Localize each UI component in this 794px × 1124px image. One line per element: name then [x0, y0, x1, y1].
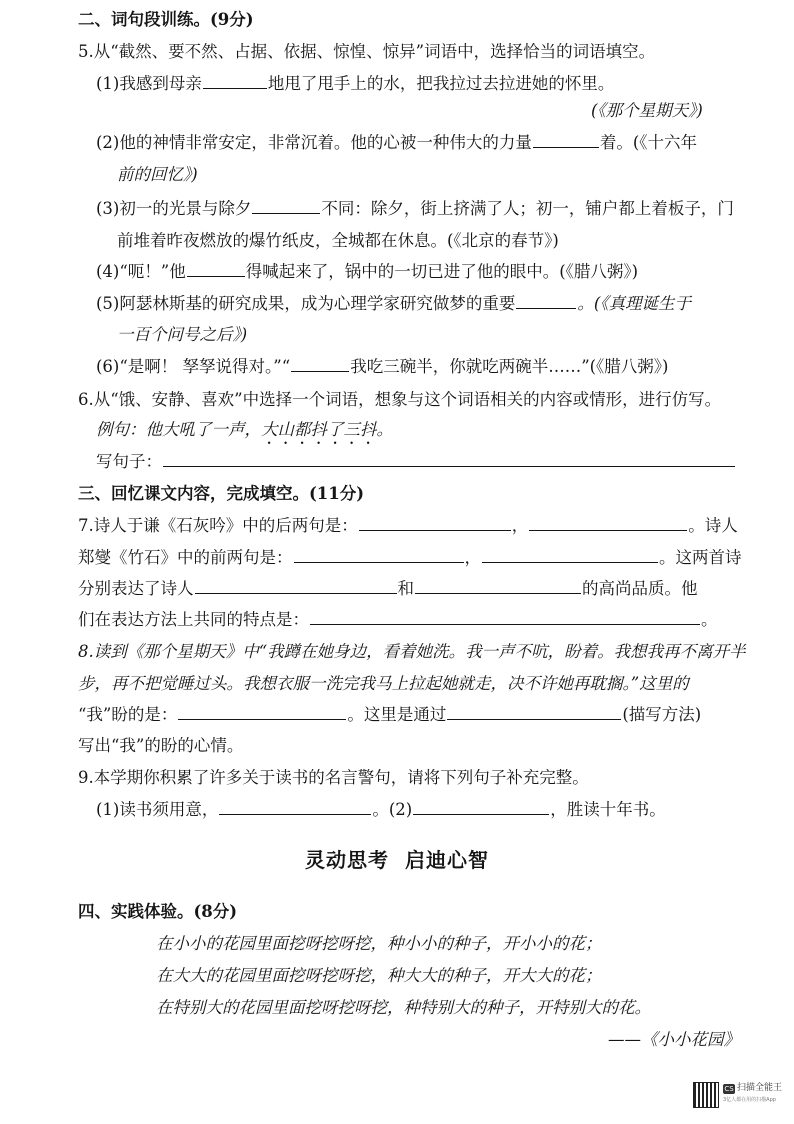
q9-text-c: ，胜读十年书。 — [550, 800, 666, 819]
q8-line-1: 8.读到《那个星期天》中“我蹲在她身边，看着她洗。我一声不吭，盼着。我想我再不离开半 — [78, 642, 746, 661]
q9-blank-2[interactable] — [413, 799, 549, 815]
section-2-heading: 二、词句段训练。(9分) — [78, 10, 254, 29]
q7-blank-3[interactable] — [294, 547, 464, 563]
q5-1-blank[interactable] — [203, 73, 267, 89]
q7-blank-1[interactable] — [359, 515, 511, 531]
q7-line-3 — [78, 577, 698, 601]
q5-6-text-a: (6)“是啊！ 孥孥说得对。”“ — [96, 357, 291, 376]
q6-example-c: 。 — [376, 420, 393, 439]
q7-l1-comma: ， — [511, 516, 529, 535]
watermark-name: 扫描全能王 — [737, 1083, 783, 1093]
q5-2-source-cont: 前的回忆》) — [117, 165, 198, 184]
q7-l1-text-a: 7.诗人于谦《石灰吟》中的后两句是： — [78, 516, 358, 535]
q5-3-blank[interactable] — [252, 198, 320, 214]
q5-item-1 — [96, 72, 614, 96]
q7-l3-and: 和 — [397, 579, 414, 598]
section-3-heading: 三、回忆课文内容，完成填空。(11分) — [78, 484, 365, 503]
qr-code-icon — [693, 1082, 719, 1108]
q5-item-5 — [96, 292, 691, 316]
q5-1-text-b: 地甩了甩手上的水，把我拉过去拉进她的怀里。 — [267, 74, 615, 93]
q6-write-label: 写句子： — [96, 452, 162, 471]
poem-source: ——《小小花园》 — [608, 1030, 740, 1049]
q7-l2-comma: ， — [464, 548, 481, 567]
q7-blank-5[interactable] — [195, 578, 397, 594]
q5-item-3 — [96, 197, 734, 221]
q5-5-blank[interactable] — [516, 293, 576, 309]
q7-l3-text-a: 分别表达了诗人 — [78, 579, 194, 598]
q7-l1-text-c: 。诗人 — [688, 516, 738, 535]
q9-text-a: (1)读书须用意， — [96, 800, 219, 819]
section-banner — [0, 846, 794, 874]
q6-example-emphasis: 大山都抖了三抖 — [261, 420, 377, 439]
q7-line-2 — [78, 546, 742, 570]
banner-left: 灵动思考 — [305, 848, 389, 872]
q7-line-4 — [78, 608, 718, 632]
q5-3-text-a: (3)初一的光景与除夕 — [96, 199, 252, 218]
q8-line-2: 步，再不把觉睡过头。我想衣服一洗完我马上拉起她就走，决不许她再耽搁。”这里的 — [78, 674, 689, 693]
q7-blank-4[interactable] — [482, 547, 658, 563]
q7-blank-6[interactable] — [415, 578, 581, 594]
q9-stem: 9.本学期你积累了许多关于读书的名言警句，请将下列句子补充完整。 — [78, 768, 589, 787]
q5-3-text-b: 不同：除夕，街上挤满了人；初一，铺户都上着板子，门 — [321, 199, 734, 218]
q8-l3-text-c: (描写方法) — [622, 705, 702, 724]
q9-blank-1[interactable] — [219, 799, 371, 815]
q7-blank-7[interactable] — [310, 609, 700, 625]
q6-write-line — [96, 450, 736, 474]
scanner-watermark — [693, 1082, 783, 1108]
q5-2-blank[interactable] — [533, 132, 599, 148]
camscanner-logo: CS — [724, 1085, 734, 1093]
poem-line-2: 在大大的花园里面挖呀挖呀挖，种大大的种子，开大大的花； — [156, 966, 602, 985]
q5-4-text-a: (4)“呃！”他 — [96, 262, 186, 281]
q5-6-text-b: 我吃三碗半，你就吃两碗半……”(《腊八粥》) — [350, 357, 669, 376]
q6-example-a: 例句：他大吼了一声， — [96, 420, 261, 439]
q5-5-text-a: (5)阿瑟林斯基的研究成果，成为心理学家研究做梦的重要 — [96, 294, 516, 313]
watermark-subtitle: 3亿人都在用的扫描App — [723, 1097, 776, 1103]
q5-4-text-b: 得喊起来了，锅中的一切已进了他的眼中。(《腊八粥》) — [245, 262, 639, 281]
q5-5-source-cont: 一百个问号之后》) — [117, 325, 248, 344]
banner-right: 启迪心智 — [405, 848, 489, 872]
q5-6-blank[interactable] — [291, 356, 349, 372]
q5-item-4 — [96, 260, 638, 284]
q8-l3-text-b: 。这里是通过 — [347, 705, 447, 724]
q5-1-text-a: (1)我感到母亲 — [96, 74, 202, 93]
q5-item-6 — [96, 355, 669, 379]
q5-1-source: (《那个星期天》) — [591, 101, 703, 120]
poem-line-1: 在小小的花园里面挖呀挖呀挖，种小小的种子，开小小的花； — [156, 934, 602, 953]
q8-blank-2[interactable] — [447, 704, 621, 720]
q6-stem: 6.从“饿、安静、喜欢”中选择一个词语，想象与这个词语相关的内容或情形，进行仿写。 — [78, 390, 722, 409]
poem-line-3: 在特别大的花园里面挖呀挖呀挖，种特别大的种子，开特别大的花。 — [156, 998, 651, 1017]
q7-l3-text-c: 的高尚品质。他 — [582, 579, 698, 598]
q7-l4-period: 。 — [701, 610, 718, 629]
q5-5-text-b: 。(《真理诞生于 — [577, 294, 692, 313]
q7-line-1 — [78, 514, 738, 538]
q8-line-4: 写出“我”的盼的心情。 — [78, 736, 244, 755]
q5-2-text-a: (2)他的神情非常安定，非常沉着。他的心被一种伟大的力量 — [96, 133, 532, 152]
q9-text-b: 。(2) — [372, 800, 413, 819]
q8-line-3 — [78, 703, 701, 727]
q6-example — [96, 418, 393, 442]
q7-blank-2[interactable] — [529, 515, 687, 531]
q7-l2-text-c: 。这两首诗 — [659, 548, 742, 567]
q5-item-2 — [96, 131, 697, 155]
q7-l4-text-a: 们在表达方法上共同的特点是： — [78, 610, 309, 629]
q5-4-blank[interactable] — [187, 261, 245, 277]
section-4-heading: 四、实践体验。(8分) — [78, 902, 238, 921]
q5-stem: 5.从“截然、要不然、占据、依据、惊惶、惊异”词语中，选择恰当的词语填空。 — [78, 42, 656, 61]
q9-items — [96, 798, 666, 822]
q7-l2-text-a: 郑燮《竹石》中的前两句是： — [78, 548, 293, 567]
q8-blank-1[interactable] — [178, 704, 346, 720]
q8-l3-text-a: “我”盼的是： — [78, 705, 178, 724]
q5-2-text-b: 着。(《十六年 — [599, 133, 698, 152]
q5-3-cont: 前堆着昨夜燃放的爆竹纸皮，全城都在休息。(《北京的春节》) — [117, 231, 559, 250]
q6-write-blank[interactable] — [163, 451, 735, 467]
